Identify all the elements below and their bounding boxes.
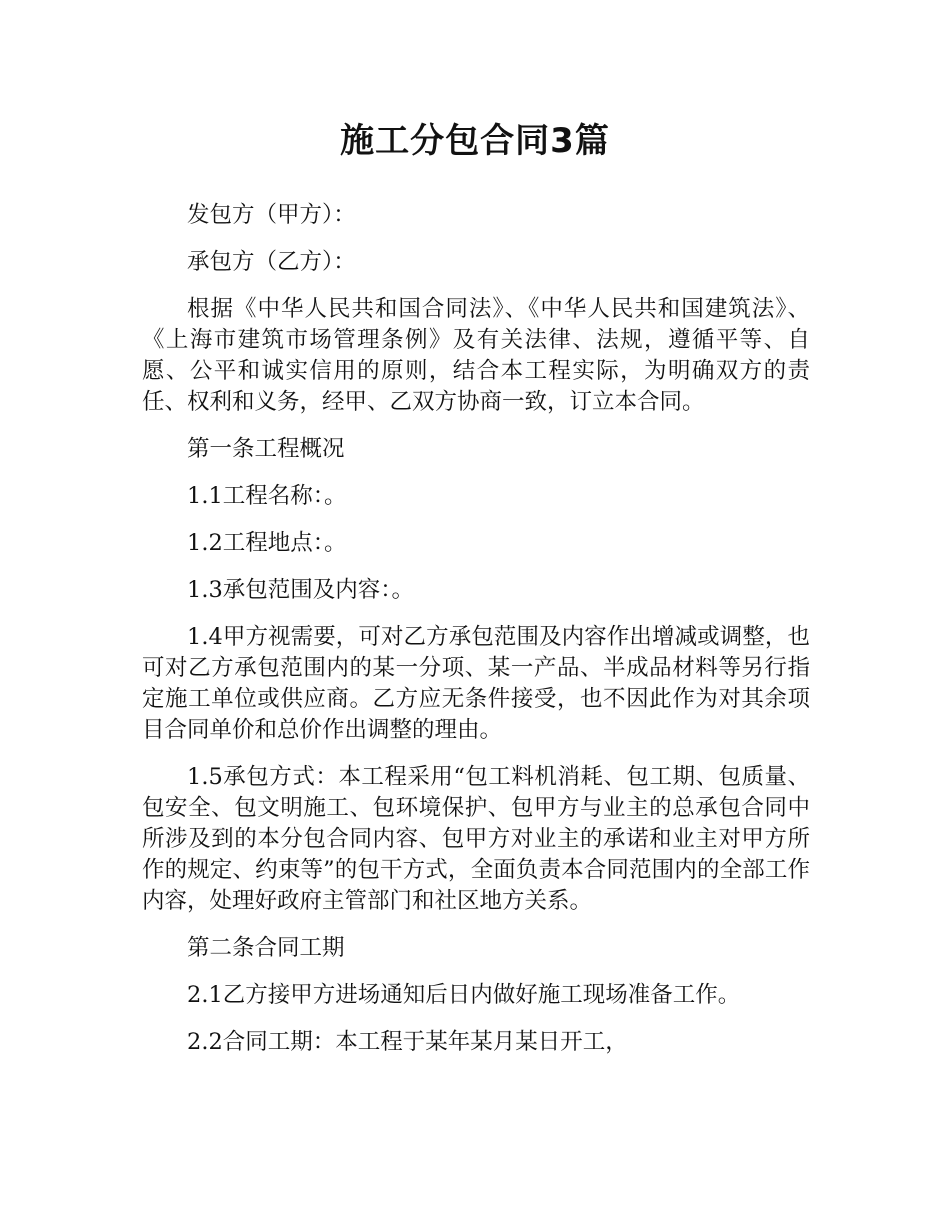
clause-1-5: 1.5承包方式：本工程采用“包工料机消耗、包工期、包质量、包安全、包文明施工、包环境保护、包甲方与业主的总承包合同中所涉及到的本分包合同内容、包甲方对业主的承诺和业主对甲方所作的规定、约束等”的包干方式，全面负责本合同范围内的全部工作内容，处理好政府主管部门和社区地方关系。 bbox=[142, 764, 810, 914]
clause-2-1: 2.1乙方接甲方进场通知后日内做好施工现场准备工作。 bbox=[187, 982, 741, 1008]
clause-1-4: 1.4甲方视需要，可对乙方承包范围及内容作出增减或调整，也可对乙方承包范围内的某一分项、某一产品、半成品材料等另行指定施工单位或供应商。乙方应无条件接受，也不因此作为对其余项目合同单价和总价作出调整的理由。 bbox=[142, 624, 810, 743]
clause-2-2: 2.2合同工期：本工程于某年某月某日开工， bbox=[187, 1029, 628, 1055]
clause-1-1: 1.1工程名称：。 bbox=[187, 483, 347, 509]
party-a-line: 发包方（甲方）： bbox=[187, 202, 356, 228]
preamble-paragraph: 根据《中华人民共和国合同法》、《中华人民共和国建筑法》、《上海市建筑市场管理条例》及有关法律、法规，遵循平等、自愿、公平和诚实信用的原则，结合本工程实际，为明确双方的责任、权利和义务，经甲、乙双方协商一致，订立本合同。 bbox=[142, 296, 810, 415]
clause-1-2: 1.2工程地点：。 bbox=[187, 530, 347, 556]
clause-1-3: 1.3承包范围及内容：。 bbox=[187, 577, 415, 603]
document-body bbox=[142, 200, 810, 1074]
article-1-heading: 第一条工程概况 bbox=[187, 436, 345, 462]
article-2-heading: 第二条合同工期 bbox=[187, 935, 345, 961]
document-title: 施工分包合同3篇 bbox=[340, 121, 610, 161]
party-b-line: 承包方（乙方）： bbox=[187, 249, 356, 275]
